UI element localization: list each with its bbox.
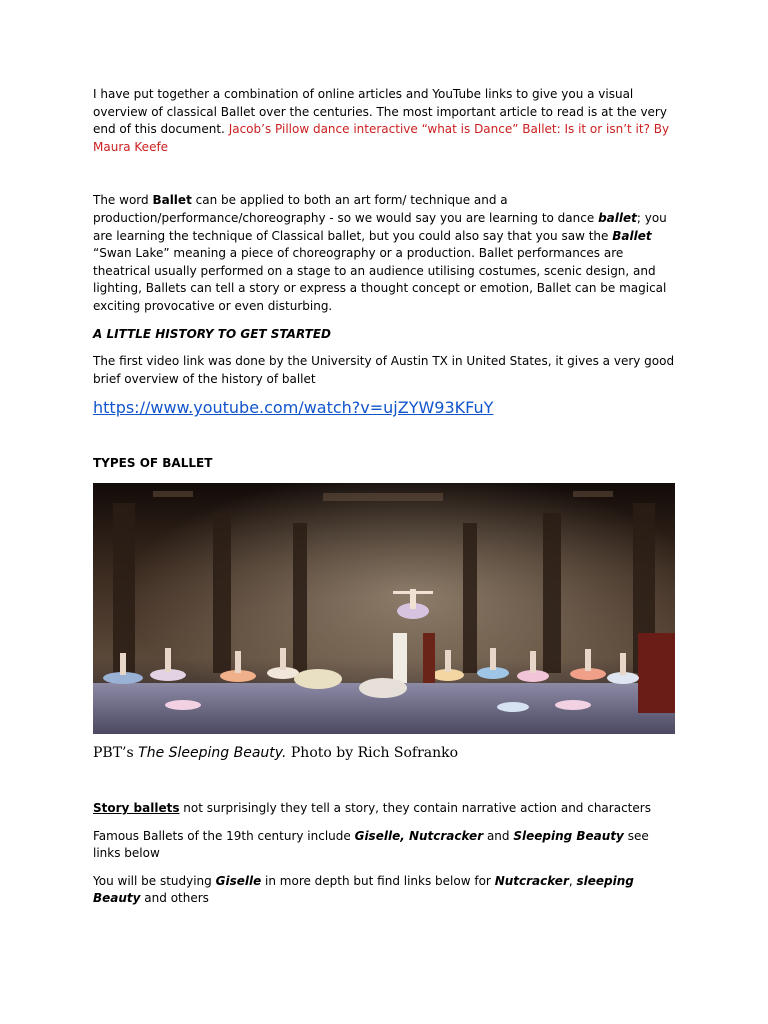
sleeping-beauty-photo bbox=[93, 483, 675, 734]
definition-text: “Swan Lake” meaning a piece of choreography or a production. Ballet performances are theatrical usually performed on a stage to an audience utilising costumes, scenic design, and lighting, Ballets can tell a story or express a thought concept or emotion, Ballet can be magical exciting provocative or even disturbing. bbox=[93, 246, 667, 313]
youtube-link[interactable]: https://www.youtube.com/watch?v=ujZYW93KFuY bbox=[93, 398, 494, 418]
document-body bbox=[93, 86, 677, 908]
history-paragraph: The first video link was done by the University of Austin TX in United States, it gives a very good brief overview of the history of ballet bbox=[93, 354, 675, 386]
studying-text: , bbox=[568, 873, 577, 888]
story-ballets-label: Story ballets bbox=[93, 800, 180, 815]
caption-title: The Sleeping Beauty. bbox=[138, 744, 287, 761]
studying-text: and others bbox=[140, 891, 209, 906]
definition-bold-ballet-italic: ballet bbox=[598, 210, 637, 225]
definition-bold-ballet: Ballet bbox=[152, 193, 192, 208]
famous-text: Famous Ballets of the 19th century include bbox=[93, 828, 355, 843]
studying-bold: sleeping Beauty bbox=[93, 873, 634, 906]
famous-text: and bbox=[483, 828, 514, 843]
definition-bold-ballet-italic: Ballet bbox=[612, 228, 652, 243]
famous-text: see links below bbox=[93, 828, 649, 861]
definition-text: ; you are learning the technique of Classical ballet, but you could also say that you saw the bbox=[93, 210, 667, 243]
ballet-stage-illustration bbox=[93, 483, 675, 734]
famous-ballets-paragraph bbox=[93, 828, 677, 863]
famous-bold: Giselle, Nutcracker bbox=[354, 828, 484, 843]
studying-paragraph bbox=[93, 873, 677, 908]
caption-suffix: Photo by Rich Sofranko bbox=[286, 744, 459, 761]
studying-bold: Nutcracker bbox=[494, 873, 569, 888]
famous-bold: Sleeping Beauty bbox=[513, 828, 624, 843]
intro-text: I have put together a combination of online articles and YouTube links to give you a visual overview of classical Ballet over the centuries. The most important article to read is at the very end of this document. bbox=[93, 87, 667, 137]
studying-text: You will be studying bbox=[93, 873, 216, 888]
history-heading-text: A LITTLE HISTORY TO GET STARTED bbox=[93, 326, 331, 341]
studying-text: in more depth but find links below for bbox=[261, 873, 495, 888]
caption-prefix: PBT’s bbox=[93, 744, 139, 761]
jacobs-pillow-link[interactable]: Jacob’s Pillow dance interactive “what is Dance” Ballet: Is it or isn’t it? By Maura Keefe bbox=[93, 122, 670, 154]
story-ballets-paragraph bbox=[93, 800, 677, 818]
history-heading bbox=[93, 326, 677, 344]
photo-caption bbox=[93, 744, 677, 762]
intro-paragraph bbox=[93, 86, 677, 156]
definition-text: The word bbox=[93, 193, 153, 208]
ballet-definition-paragraph bbox=[93, 192, 677, 315]
studying-bold: Giselle bbox=[215, 873, 262, 888]
youtube-link-line bbox=[93, 398, 677, 418]
types-heading: TYPES OF BALLET bbox=[93, 456, 213, 471]
story-ballets-text: not surprisingly they tell a story, they contain narrative action and characters bbox=[179, 800, 651, 815]
definition-text: can be applied to both an art form/ technique and a production/performance/choreography - so we would say you are learning to dance bbox=[93, 193, 599, 225]
